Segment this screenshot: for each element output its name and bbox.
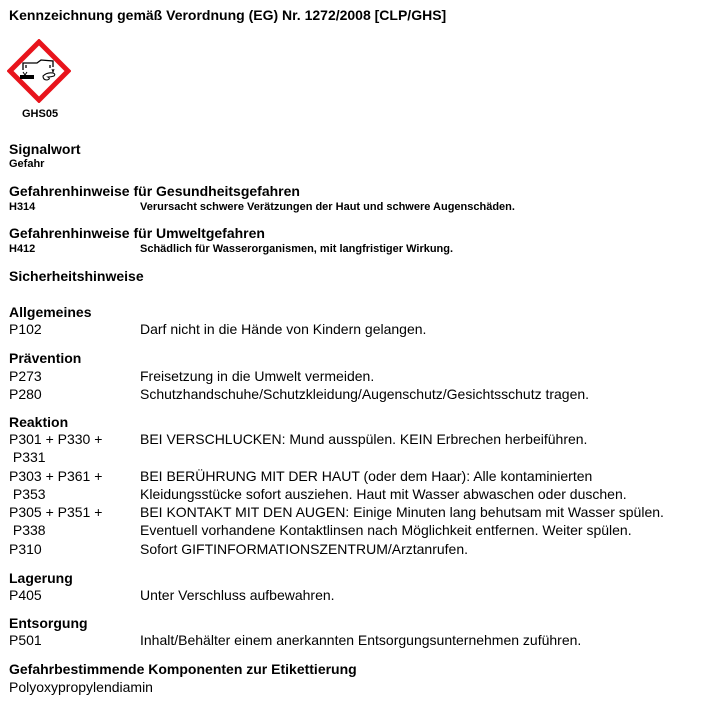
hazard-code: H412 bbox=[9, 243, 36, 255]
precaution-text-cont: Eventuell vorhandene Kontaktlinsen nach Möglichkeit entfernen. Weiter spülen. bbox=[140, 522, 632, 538]
precaution-text: Schutzhandschuhe/Schutzkleidung/Augenschutz/Gesichtsschutz tragen. bbox=[140, 386, 590, 402]
precaution-code-cont: P353 bbox=[9, 486, 46, 502]
precaution-text: BEI VERSCHLUCKEN: Mund ausspülen. KEIN Erbrechen herbeiführen. bbox=[140, 431, 588, 447]
storage-heading: Lagerung bbox=[9, 570, 73, 586]
hazard-code: H314 bbox=[9, 201, 36, 213]
precaution-text: Freisetzung in die Umwelt vermeiden. bbox=[140, 368, 375, 384]
precaution-code: P305 + P351 + bbox=[9, 504, 103, 520]
precaution-text: Inhalt/Behälter einem anerkannten Entsorgungsunternehmen zuführen. bbox=[140, 632, 582, 648]
precaution-code: P303 + P361 + bbox=[9, 468, 103, 484]
signal-word-heading: Signalwort bbox=[9, 141, 81, 157]
components-value: Polyoxypropylendiamin bbox=[9, 679, 153, 695]
precaution-code-cont: P331 bbox=[9, 449, 46, 465]
precaution-text: Darf nicht in die Hände von Kindern gelangen. bbox=[140, 321, 427, 337]
precaution-code: P102 bbox=[9, 321, 42, 337]
hazard-text: Verursacht schwere Verätzungen der Haut und schwere Augenschäden. bbox=[140, 201, 515, 213]
precaution-text: Sofort GIFTINFORMATIONSZENTRUM/Arztanrufen. bbox=[140, 541, 469, 557]
precaution-code: P273 bbox=[9, 368, 42, 384]
precaution-text: Unter Verschluss aufbewahren. bbox=[140, 587, 335, 603]
precaution-code: P501 bbox=[9, 632, 42, 648]
precaution-code-cont: P338 bbox=[9, 522, 46, 538]
env-hazards-heading: Gefahrenhinweise für Umweltgefahren bbox=[9, 225, 265, 241]
general-heading: Allgemeines bbox=[9, 304, 92, 320]
precaution-text: BEI BERÜHRUNG MIT DER HAUT (oder dem Haar): Alle kontaminierten bbox=[140, 468, 593, 484]
precaution-text: BEI KONTAKT MIT DEN AUGEN: Einige Minuten lang behutsam mit Wasser spülen. bbox=[140, 504, 664, 520]
section-title: Kennzeichnung gemäß Verordnung (EG) Nr. 1272/2008 [CLP/GHS] bbox=[9, 7, 447, 23]
precaution-code: P310 bbox=[9, 541, 42, 557]
health-hazards-heading: Gefahrenhinweise für Gesundheitsgefahren bbox=[9, 183, 300, 199]
precaution-code: P280 bbox=[9, 386, 42, 402]
components-heading: Gefahrbestimmende Komponenten zur Etikettierung bbox=[9, 661, 357, 677]
disposal-heading: Entsorgung bbox=[9, 615, 88, 631]
response-heading: Reaktion bbox=[9, 414, 69, 430]
pictogram-label: GHS05 bbox=[22, 108, 59, 120]
precaution-text-cont: Kleidungsstücke sofort ausziehen. Haut mit Wasser abwaschen oder duschen. bbox=[140, 486, 627, 502]
prevention-heading: Prävention bbox=[9, 350, 82, 366]
precaution-code: P405 bbox=[9, 587, 42, 603]
hazard-text: Schädlich für Wasserorganismen, mit langfristiger Wirkung. bbox=[140, 243, 454, 255]
precaution-code: P301 + P330 + bbox=[9, 431, 103, 447]
ghs05-corrosion-icon bbox=[7, 39, 71, 103]
signal-word-value: Gefahr bbox=[9, 158, 45, 170]
precautionary-heading: Sicherheitshinweise bbox=[9, 268, 144, 284]
